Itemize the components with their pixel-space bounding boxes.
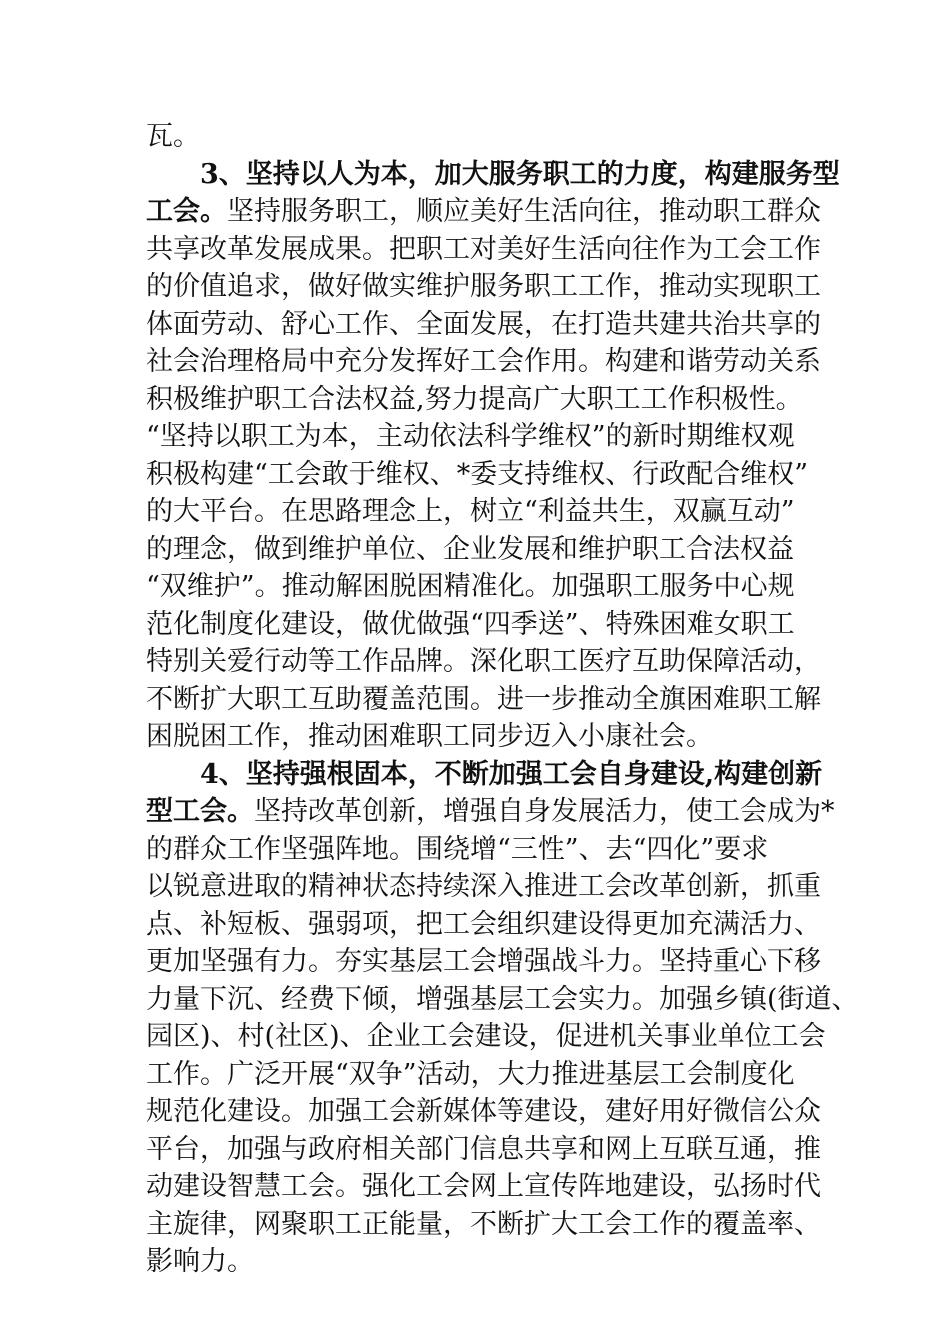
- section-4-heading: 4、坚持强根固本，不断加强工会自身建设,构建创新: [200, 758, 823, 790]
- text-line: 积极维护职工合法权益,努力提高广大职工工作积极性。: [146, 383, 803, 415]
- section-3-heading: 3、坚持以人为本，加大服务职工的力度，构建服务型: [200, 158, 840, 190]
- text-line: 的群众工作坚强阵地。围绕增“三性”、去“四化”要求: [146, 833, 769, 865]
- text-line: 积极构建“工会敢于维权、*委支持维权、行政配合维权”: [146, 458, 809, 490]
- text-line: [146, 793, 835, 831]
- text-line: 范化制度化建设，做优做强“四季送”、特殊困难女职工: [146, 608, 795, 640]
- text-line: 园区)、村(社区)、企业工会建设，促进机关事业单位工会: [146, 1021, 826, 1052]
- text-line: 共享改革发展成果。把职工对美好生活向往作为工会工作: [146, 233, 821, 265]
- text-line: 社会治理格局中充分发挥好工会作用。构建和谐劳动关系: [146, 346, 821, 377]
- text-line: 的理念，做到维护单位、企业发展和维护职工合法权益: [146, 533, 794, 565]
- text-line: “坚持以职工为本，主动依法科学维权”的新时期维权观: [146, 421, 795, 452]
- text-line: 点、补短板、强弱项，把工会组织建设得更加充满活力、: [146, 908, 821, 940]
- text-line-segment: 坚持服务职工，顺应美好生活向往，推动职工群众: [227, 196, 821, 227]
- text-line: 影响力。: [146, 1246, 254, 1277]
- text-line: 工作。广泛开展“双争”活动，大力推进基层工会制度化: [146, 1058, 795, 1090]
- section-3-heading-end: 工会。: [146, 196, 227, 227]
- text-line: 的大平台。在思路理念上，树立“利益共生，双赢互动”: [146, 496, 795, 527]
- text-line: 的价值追求，做好做实维护服务职工工作，推动实现职工: [146, 271, 821, 302]
- text-line-segment: 坚持改革创新，增强自身发展活力，使工会成为*: [254, 796, 835, 827]
- text-line: “双维护”。推动解困脱困精准化。加强职工服务中心规: [146, 571, 795, 602]
- text-line: 主旋律，网聚职工正能量，不断扩大工会工作的覆盖率、: [146, 1208, 821, 1240]
- text-line: 困脱困工作，推动困难职工同步迈入小康社会。: [146, 721, 713, 752]
- text-line: 不断扩大职工互助覆盖范围。进一步推动全旗困难职工解: [146, 683, 821, 715]
- text-line: 动建设智慧工会。强化工会网上宣传阵地建设，弘扬时代: [146, 1171, 821, 1202]
- text-line: 体面劳动、舒心工作、全面发展，在打造共建共治共享的: [146, 308, 821, 340]
- text-line: [146, 193, 821, 231]
- text-line: 规范化建设。加强工会新媒体等建设，建好用好微信公众: [146, 1096, 821, 1127]
- text-line: 以锐意进取的精神状态持续深入推进工会改革创新，抓重: [146, 871, 821, 902]
- text-line: 更加坚强有力。夯实基层工会增强战斗力。坚持重心下移: [146, 946, 821, 977]
- text-line: 力量下沉、经费下倾，增强基层工会实力。加强乡镇(街道、: [146, 983, 859, 1015]
- text-line: 特别关爱行动等工作品牌。深化职工医疗互助保障活动，: [146, 646, 821, 677]
- text-line: 瓦。: [146, 121, 200, 152]
- document-body: [146, 118, 859, 1281]
- section-4-heading-end: 型工会。: [146, 796, 254, 827]
- text-line: 平台，加强与政府相关部门信息共享和网上互联互通，推: [146, 1133, 821, 1165]
